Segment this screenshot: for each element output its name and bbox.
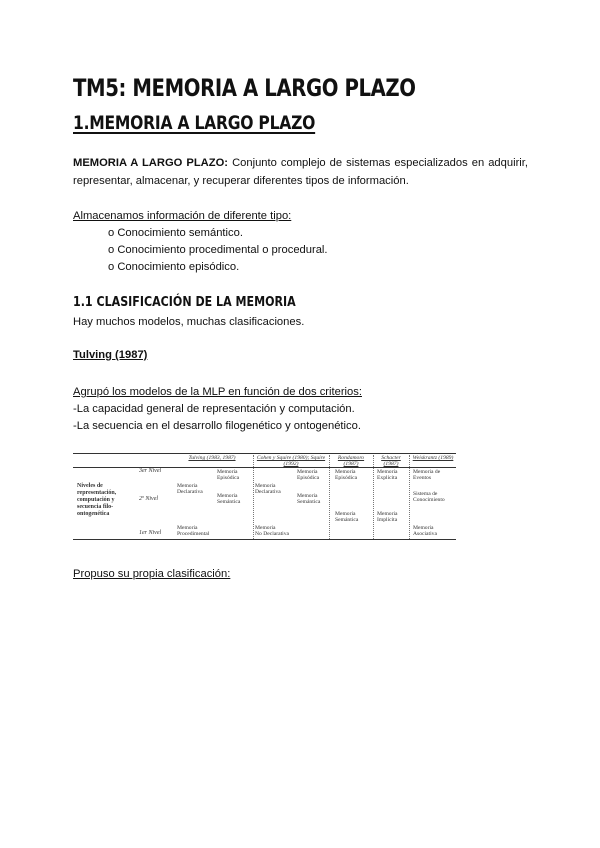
criteria-intro: Agrupó los modelos de la MLP en función de dos criterios: bbox=[73, 386, 362, 398]
table-cell: Memoria Explícita bbox=[377, 469, 398, 482]
row-label: Niveles de representación, computación y secuencia filo- ontogenética bbox=[77, 483, 117, 517]
table-cell: Memoria Asociativa bbox=[413, 525, 437, 538]
column-header: Weiskrantz (1989) bbox=[412, 455, 454, 461]
table-cell: Memoria Procedimental bbox=[177, 525, 210, 538]
author-reference: Tulving (1987) bbox=[73, 349, 148, 361]
classification-table bbox=[73, 453, 456, 541]
criteria-item: -La secuencia en el desarrollo filogenético y ontogenético. bbox=[73, 420, 361, 432]
table-cell: Memoria Semántica bbox=[335, 511, 359, 524]
definition-term: MEMORIA A LARGO PLAZO: bbox=[73, 157, 229, 169]
level-label: 3er Nivel bbox=[139, 468, 162, 474]
table-cell: Memoria Episódica bbox=[217, 469, 240, 482]
definition-paragraph bbox=[73, 154, 528, 190]
table-rule bbox=[73, 539, 456, 540]
criteria-item: -La capacidad general de representación y computación. bbox=[73, 403, 355, 415]
column-header: Schacter (1987) bbox=[381, 455, 401, 468]
table-cell: Memoria No Declarativa bbox=[255, 525, 290, 538]
table-divider bbox=[409, 455, 410, 539]
types-intro: Almacenamos información de diferente tipo: bbox=[73, 210, 292, 222]
table-cell: Sistema de Conocimiento bbox=[413, 491, 445, 504]
table-divider bbox=[373, 455, 374, 539]
table-divider bbox=[329, 455, 330, 539]
level-label: 1er Nivel bbox=[139, 530, 162, 536]
table-cell: Memoria de Eventos bbox=[413, 469, 441, 482]
table-divider bbox=[253, 455, 254, 539]
table-cell: Memoria Episódica bbox=[335, 469, 358, 482]
list-item: o Conocimiento episódico. bbox=[108, 261, 240, 273]
section-heading-1-1: 1.1 CLASIFICACIÓN DE LA MEMORIA bbox=[73, 294, 296, 310]
proposal-text: Propuso su propia clasificación: bbox=[73, 568, 231, 580]
page-title: TM5: MEMORIA A LARGO PLAZO bbox=[73, 74, 416, 102]
column-header: Cohen y Squire (1980); Squire (1992) bbox=[256, 455, 326, 468]
table-rule bbox=[73, 453, 456, 454]
section-intro: Hay muchos modelos, muchas clasificaciones. bbox=[73, 316, 305, 328]
section-heading-1: 1.MEMORIA A LARGO PLAZO bbox=[73, 112, 316, 134]
column-header: Tulving (1983, 1987) bbox=[188, 455, 236, 461]
table-cell: Memoria Semántica bbox=[217, 493, 241, 506]
table-cell: Memoria Implícita bbox=[377, 511, 398, 524]
table-cell: Memoria Episódica bbox=[297, 469, 320, 482]
table-cell: Memoria Declarativa bbox=[177, 483, 203, 496]
definition-text: Conjunto complejo de sistemas especializados en adquirir, representar, almacenar, y recuperar diferentes tipos de información. bbox=[73, 157, 528, 187]
level-label: 2º Nivel bbox=[139, 496, 159, 502]
list-item: o Conocimiento semántico. bbox=[108, 227, 243, 239]
table-cell: Memoria Semántica bbox=[297, 493, 321, 506]
list-item: o Conocimiento procedimental o procedural. bbox=[108, 244, 328, 256]
column-header: Rondamoro (1987) bbox=[337, 455, 365, 468]
table-cell: Memoria Declarativa bbox=[255, 483, 281, 496]
